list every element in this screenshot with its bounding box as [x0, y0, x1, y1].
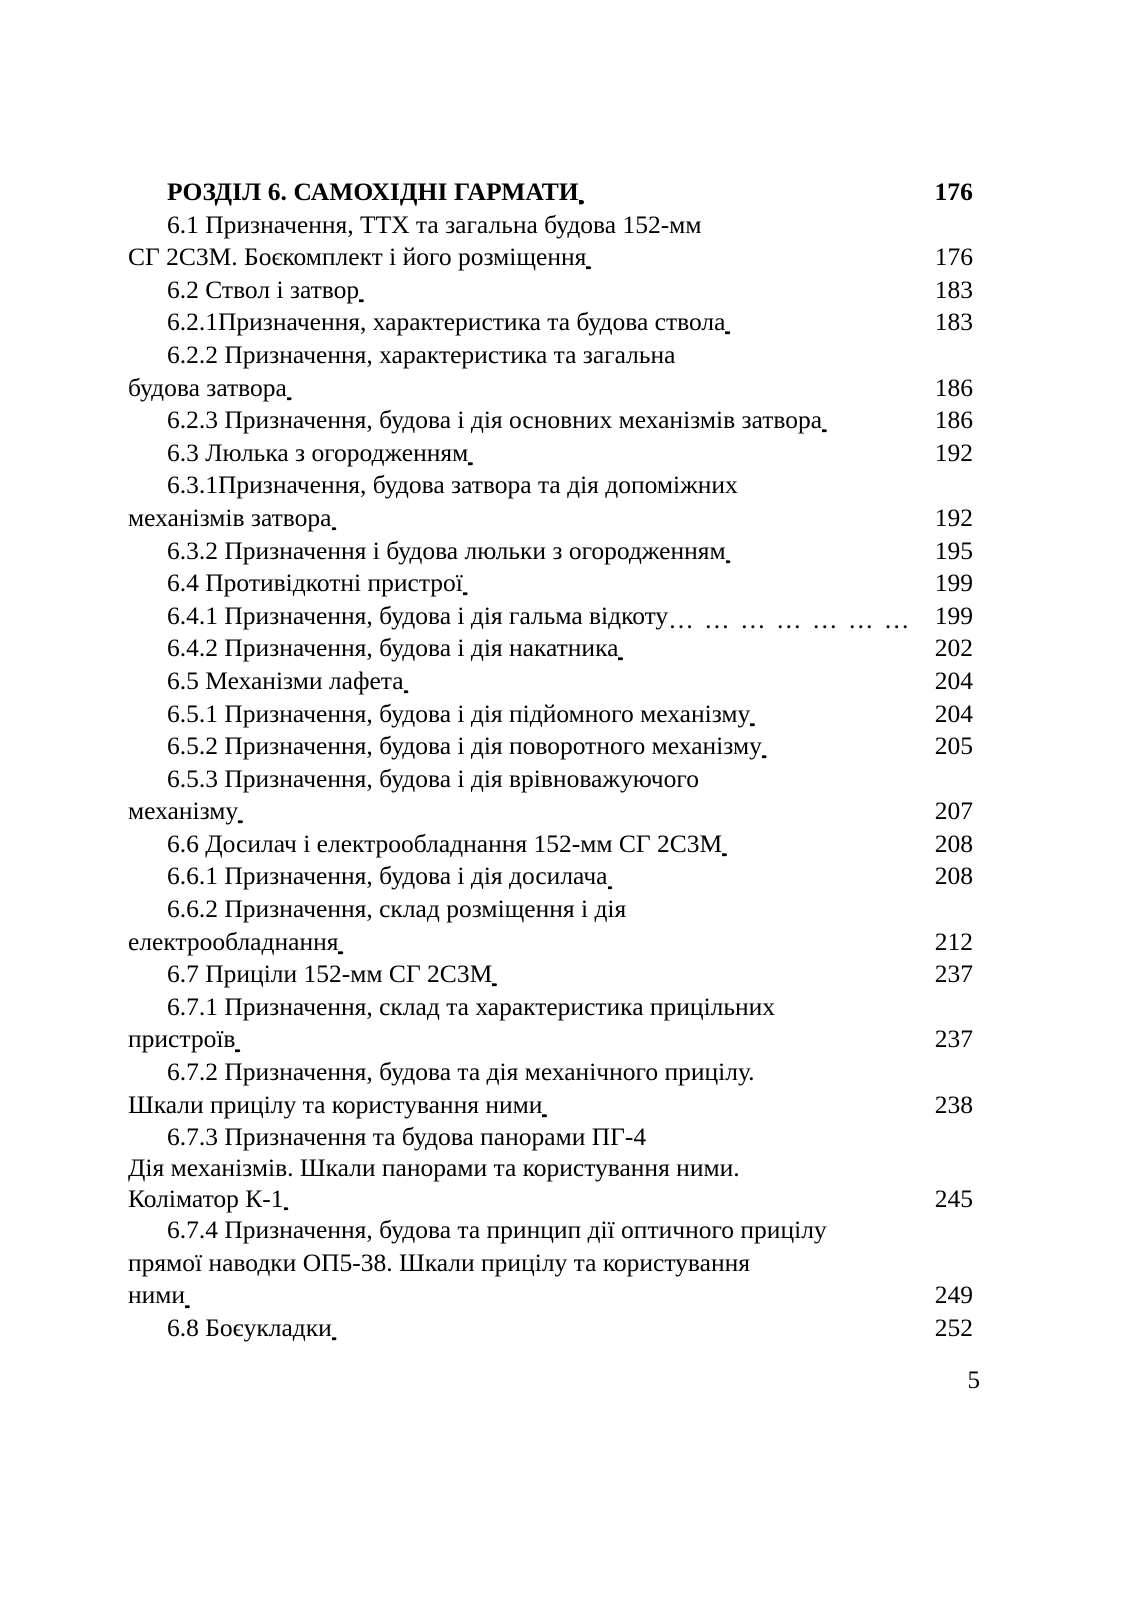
toc-entry-title: 6.4.2 Призначення, будова і дія накатника [167, 633, 619, 663]
toc-page-number: 245 [934, 1184, 973, 1214]
dot-leader [332, 509, 935, 535]
toc-entry-row[interactable] [128, 372, 973, 405]
toc-entry-row[interactable] [128, 274, 973, 307]
toc-entry-wrapped-line: прямої наводки ОП5-38. Шкали прицілу та користування [128, 1247, 750, 1277]
toc-entry-row[interactable] [128, 958, 973, 991]
toc-entry-title: пристроїв [128, 1024, 236, 1054]
toc-entry-title: СГ 2С3М. Боєкомплект і його розміщення [128, 242, 587, 272]
toc-entry-row[interactable] [128, 241, 973, 274]
toc-page-number: 207 [934, 796, 973, 826]
dot-leader [750, 705, 934, 731]
toc-entry-row[interactable] [128, 567, 973, 600]
toc-entry-row[interactable] [128, 306, 973, 339]
toc-entry-row[interactable] [128, 1312, 973, 1345]
toc-entry-title: будова затвора [128, 372, 287, 402]
dot-leader [725, 313, 934, 339]
dot-leader [463, 574, 935, 600]
dot-leader [332, 1319, 935, 1345]
toc-page-number: 192 [934, 502, 973, 532]
toc-entry-title: 6.3 Люлька з огородженням [167, 437, 469, 467]
toc-entry-wrapped-line: 6.2.2 Призначення, характеристика та загальна [167, 339, 676, 369]
toc-entry-row[interactable] [128, 437, 973, 470]
toc-entry-title: 6.4 Противідкотні пристрої [167, 568, 463, 598]
dot-leader [668, 607, 921, 633]
toc-entry-title: 6.5.1 Призначення, будова і дія підйомного механізму [167, 698, 751, 728]
dot-leader [726, 542, 935, 568]
toc-entry-title: ними [128, 1280, 186, 1310]
toc-entry-wrapped-line: Дія механізмів. Шкали панорами та користування ними. [128, 1153, 740, 1183]
toc-entry-title: 6.5.2 Призначення, будова і дія поворотного механізму [167, 731, 762, 761]
toc-entry-wrapped-line: 6.6.2 Призначення, склад розміщення і дія [167, 894, 627, 924]
toc-entry-row[interactable] [128, 600, 973, 633]
toc-entry-row[interactable] [128, 1089, 973, 1122]
toc-entry-wrapped-line: 6.1 Призначення, ТТХ та загальна будова 152-мм [167, 209, 702, 239]
toc-page-number: 208 [934, 861, 973, 891]
toc-page-number: 199 [934, 568, 973, 598]
toc-entry-title: механізмів затвора [128, 502, 332, 532]
toc-page-number: 238 [934, 1089, 973, 1119]
toc-chapter-row[interactable] [128, 176, 973, 209]
toc-entry-title: Шкали прицілу та користування ними [128, 1089, 543, 1119]
dot-leader [608, 868, 935, 894]
toc-page-number: 176 [934, 242, 973, 272]
toc-entry-wrapped-line: 6.7.2 Призначення, будова та дія механічного прицілу. [167, 1057, 755, 1087]
dot-leader [185, 1287, 935, 1313]
toc-entry-wrapped-line: 6.5.3 Призначення, будова і дія врівноважуючого [167, 763, 699, 793]
toc-page-number: 205 [934, 731, 973, 761]
toc-entry-title: 6.8 Боєукладки [167, 1313, 332, 1342]
toc-entry-title: Коліматор К-1 [128, 1184, 284, 1214]
dot-leader [542, 1096, 934, 1122]
toc-entry-row[interactable] [128, 926, 973, 959]
toc-page-number: 192 [934, 437, 973, 467]
dot-leader [284, 1189, 935, 1215]
toc-entry-row[interactable] [128, 502, 973, 535]
toc-entry-title: 6.7 Приціли 152-мм СГ 2С3М [167, 959, 493, 989]
dot-leader [404, 672, 935, 698]
toc-entry-wrapped-line: 6.7.3 Призначення та будова панорами ПГ-4 [167, 1122, 647, 1152]
toc-entry-row[interactable] [128, 632, 973, 665]
toc-entry-title: 6.2 Ствол і затвор [167, 274, 360, 304]
toc-entry-row[interactable] [128, 665, 973, 698]
toc-entry-title: 6.4.1 Призначення, будова і дія гальма відкоту [167, 600, 669, 630]
dot-leader [235, 1031, 934, 1057]
toc-page-number: 212 [934, 926, 973, 956]
toc-page-number: 249 [934, 1280, 973, 1310]
dot-leader [586, 248, 934, 274]
dot-leader [822, 411, 935, 437]
toc-entry-title: 6.5 Механізми лафета [167, 665, 404, 695]
toc-page-number: 202 [934, 633, 973, 663]
toc-page-number: 183 [934, 307, 973, 337]
toc-entry-title: 6.3.2 Призначення і будова люльки з огородженням [167, 535, 726, 565]
toc-entry-title: 6.6 Досилач і електрообладнання 152-мм СГ 2С3М [167, 828, 723, 858]
dot-leader [359, 281, 935, 307]
toc-entry-title: механізму [128, 796, 239, 826]
toc-page-number: 195 [934, 535, 973, 565]
toc-page-number: 176 [934, 177, 973, 206]
toc-entry-title: 6.2.1Призначення, характеристика та будова ствола [167, 307, 726, 337]
toc-page-number: 186 [934, 372, 973, 402]
toc-entry-wrapped-line: 6.3.1Призначення, будова затвора та дія допоміжних [167, 470, 738, 500]
toc-page-number: 183 [934, 274, 973, 304]
toc-page-number: 237 [934, 1024, 973, 1054]
table-of-contents [128, 176, 973, 1345]
toc-entry-row[interactable] [128, 1023, 973, 1056]
toc-entry-title: 6.6.1 Призначення, будова і дія досилача [167, 861, 608, 891]
toc-entry-title: 6.2.3 Призначення, будова і дія основних механізмів затвора [167, 405, 823, 435]
toc-entry-row[interactable] [128, 698, 973, 731]
page-number: 5 [967, 1367, 980, 1394]
toc-entry-row[interactable] [128, 1279, 973, 1312]
toc-page-number: 186 [934, 405, 973, 435]
toc-entry-row[interactable] [128, 535, 973, 568]
toc-entry-wrapped-line: 6.7.1 Призначення, склад та характеристика прицільних [167, 991, 776, 1021]
toc-entry-row[interactable] [128, 860, 973, 893]
toc-entry-title: електрообладнання [128, 926, 339, 956]
toc-entry-row[interactable] [128, 404, 973, 437]
toc-page-number: 204 [934, 665, 973, 695]
dot-leader [762, 737, 935, 763]
toc-page-number: 252 [934, 1313, 973, 1342]
dot-leader [618, 639, 934, 665]
dot-leader [468, 444, 934, 470]
toc-page-number: 199 [934, 600, 973, 630]
toc-entry-wrapped-line: 6.7.4 Призначення, будова та принцип дії оптичного прицілу [167, 1215, 827, 1245]
dot-leader [492, 965, 935, 991]
toc-page-number: 208 [934, 828, 973, 858]
dot-leader [238, 802, 935, 828]
toc-page-number: 237 [934, 959, 973, 989]
toc-entry-title: РОЗДІЛ 6. САМОХІДНІ ГАРМАТИ [167, 177, 579, 206]
dot-leader [287, 379, 935, 405]
dot-leader [722, 835, 935, 861]
toc-entry-row[interactable] [128, 1183, 973, 1214]
dot-leader [338, 933, 934, 959]
dot-leader [579, 183, 935, 209]
toc-page-number: 204 [934, 698, 973, 728]
toc-entry-row[interactable] [128, 828, 973, 861]
toc-entry-row[interactable] [128, 795, 973, 828]
toc-entry-row[interactable] [128, 730, 973, 763]
